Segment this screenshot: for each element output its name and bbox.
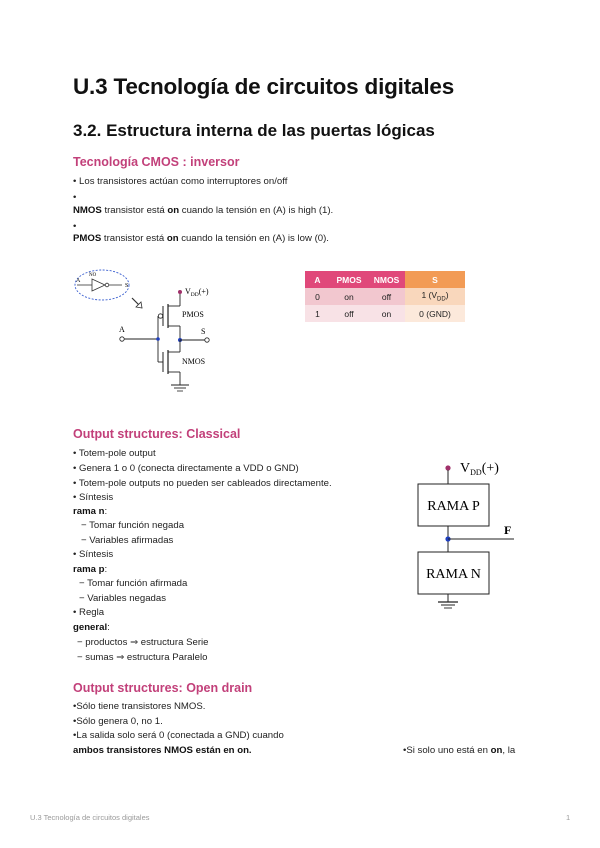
rama-vdd-label: $V_{DD}(+)$: [460, 461, 499, 477]
general-item-2: − sumas ⇒ estructura Paralelo: [77, 652, 208, 663]
cmos-bullet-2: •: [73, 192, 77, 203]
rama-p-term: [73, 564, 107, 576]
footer-title: U.3 Tecnología de circuitos digitales: [30, 813, 150, 822]
cell-nmos: off: [368, 288, 405, 305]
rama-n-item-2: − Variables afirmadas: [81, 535, 174, 546]
open-drain-bold: ambos transistores NMOS están en on.: [73, 745, 252, 756]
cell-pmos: off: [330, 305, 368, 322]
cell-nmos: on: [368, 305, 405, 322]
nmos-on: on: [167, 205, 180, 216]
general-colon: :: [107, 622, 110, 633]
open-drain-right-line: [403, 745, 515, 757]
classical-line-4: • Síntesis: [73, 492, 114, 503]
cmos-bullet-3: •: [73, 221, 77, 232]
col-header-a: A: [305, 271, 330, 288]
nmos-term: NMOS: [73, 205, 102, 216]
section-title: 3.2. Estructura interna de las puertas lógicas: [73, 121, 435, 140]
mini-out-label: S: [125, 283, 129, 289]
vdd-label: $V_{DD}(+)$: [185, 287, 209, 298]
cell-a: 0: [305, 288, 330, 305]
mini-inverter-symbol: [92, 279, 105, 291]
open-drain-line-3: •La salida solo será 0 (conectada a GND) cuando: [73, 730, 284, 741]
input-node: [156, 337, 160, 341]
cell-s-main: 0 (GND): [419, 308, 451, 319]
col-header-pmos: PMOS: [330, 271, 368, 288]
cell-pmos: on: [330, 288, 368, 305]
rama-p-colon: :: [104, 564, 108, 575]
general-bold: general: [73, 622, 108, 633]
cmos-pmos-line: [73, 233, 329, 245]
input-label: A: [119, 325, 125, 334]
pmos-label: PMOS: [182, 310, 204, 319]
pmos-term: PMOS: [73, 233, 102, 244]
cmos-nmos-line: [73, 205, 333, 217]
regla: • Regla: [73, 607, 105, 618]
output-label: S: [201, 327, 206, 336]
open-drain-heading: Output structures: Open drain: [73, 681, 253, 695]
general-term: [73, 622, 110, 634]
cell-s: [405, 305, 465, 322]
page-number: 1: [566, 813, 571, 822]
nmos-text-mid: transistor está: [101, 205, 168, 216]
rama-n-bold: rama n: [73, 506, 105, 517]
open-drain-line-1: •Sólo tiene transistores NMOS.: [73, 701, 206, 712]
classical-line-2: • Genera 1 o 0 (conecta directamente a VDD o GND): [73, 463, 299, 474]
truth-table-header: [305, 271, 465, 288]
sintesis-2: • Síntesis: [73, 549, 114, 560]
table-row: [305, 288, 465, 305]
pmos-on: on: [166, 233, 179, 244]
rama-p-label: RAMA P: [427, 499, 480, 514]
rama-p-item-1: − Tomar función afirmada: [79, 578, 188, 589]
rama-n-item-1: − Tomar función negada: [81, 520, 185, 531]
classical-line-1: • Totem-pole output: [73, 448, 156, 459]
rama-diagram: [408, 456, 518, 611]
cell-s-sub: DD: [437, 296, 446, 303]
classical-heading: Output structures: Classical: [73, 427, 241, 441]
pmos-text-mid: transistor está: [101, 233, 167, 244]
col-header-nmos: NMOS: [368, 271, 405, 288]
right-on: on: [490, 745, 503, 756]
rama-n-term: [73, 506, 107, 518]
right-pre: •Si solo uno está en: [403, 745, 491, 756]
mini-in-label: A: [76, 278, 81, 284]
open-drain-bold-line: [73, 745, 252, 757]
cell-s: [405, 288, 465, 305]
mini-gate-label: NO: [89, 273, 97, 278]
classical-line-3: • Totem-pole outputs no pueden ser cableados directamente.: [73, 478, 332, 489]
table-row: [305, 305, 465, 322]
rama-n-label: RAMA N: [426, 567, 481, 582]
rama-p-bold: rama p: [73, 564, 105, 575]
rama-out-label: F: [504, 523, 512, 537]
rama-vdd-node: [445, 465, 450, 470]
cell-s-end: ): [445, 290, 449, 301]
vdd-node: [178, 290, 182, 294]
cell-a: 1: [305, 305, 330, 322]
general-item-1: − productos ⇒ estructura Serie: [77, 637, 209, 648]
col-header-s: S: [405, 271, 465, 288]
cmos-line-1: • Los transistores actúan como interruptores on/off: [73, 176, 288, 187]
truth-table: [305, 271, 465, 322]
nmos-label: NMOS: [182, 357, 206, 366]
cmos-inverter-diagram: [72, 264, 232, 398]
nmos-text-end: cuando la tensión en (A) is high (1).: [179, 205, 334, 216]
right-post: , la: [502, 745, 516, 756]
page-title: U.3 Tecnología de circuitos digitales: [73, 74, 455, 99]
pmos-text-end: cuando la tensión en (A) is low (0).: [178, 233, 329, 244]
cell-s-main: 1 (V: [421, 290, 438, 301]
rama-n-colon: :: [104, 506, 108, 517]
cmos-heading: Tecnología CMOS : inversor: [73, 155, 240, 169]
open-drain-line-2: •Sólo genera 0, no 1.: [73, 716, 163, 727]
rama-p-item-2: − Variables negadas: [79, 593, 167, 604]
